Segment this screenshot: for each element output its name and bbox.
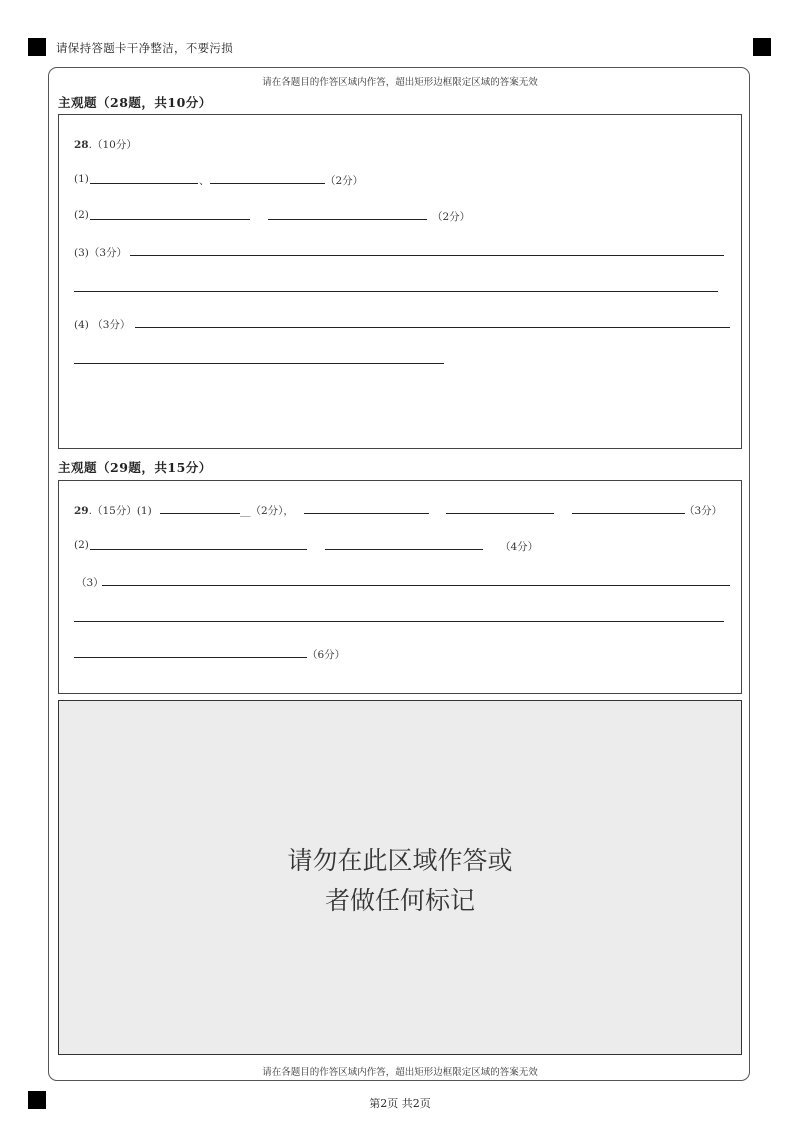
q29-p2-label: (2) bbox=[74, 539, 89, 551]
q29-p2-score: （4分） bbox=[500, 541, 539, 553]
q29-p3-score: （6分） bbox=[307, 649, 346, 661]
q28-p1-blank-b[interactable] bbox=[210, 183, 325, 184]
q28-p1-label: (1) bbox=[74, 173, 89, 185]
q28-p2-blank-b[interactable] bbox=[268, 219, 427, 220]
alignment-marker-top-right bbox=[753, 38, 771, 56]
q28-p1-blank-a[interactable] bbox=[90, 183, 198, 184]
q28-p4-blank-a[interactable] bbox=[135, 327, 730, 328]
q29-p1-blank-c[interactable] bbox=[446, 513, 554, 514]
section-29-title: 主观题（29题，共15分） bbox=[58, 460, 212, 475]
q28-header bbox=[74, 137, 137, 152]
q29-p1-blank-d[interactable] bbox=[572, 513, 685, 514]
q29-p1-mid: __（2分）， bbox=[240, 505, 294, 517]
q28-p4-blank-b[interactable] bbox=[74, 363, 444, 364]
q28-p1-score: （2分） bbox=[325, 175, 364, 187]
q29-p2-blank-a[interactable] bbox=[90, 549, 307, 550]
q29-p3-label: （3） bbox=[76, 577, 104, 589]
q29-p1-blank-b[interactable] bbox=[304, 513, 429, 514]
q29-number: 29 bbox=[74, 505, 89, 517]
q29-p3-blank-b[interactable] bbox=[74, 621, 724, 622]
q28-p1-separator: 、 bbox=[199, 175, 210, 187]
section-28-title: 主观题（28题，共10分） bbox=[58, 95, 212, 110]
q28-p3-blank-b[interactable] bbox=[74, 291, 718, 292]
no-answer-line-1: 请勿在此区域作答或 bbox=[287, 846, 513, 875]
page-number: 第2页 共2页 bbox=[369, 1097, 431, 1110]
q28-p3-blank-a[interactable] bbox=[130, 255, 724, 256]
q29-p3-blank-c[interactable] bbox=[74, 657, 307, 658]
q28-number: 28 bbox=[74, 139, 89, 151]
warning-top: 请在各题目的作答区域内作答，超出矩形边框限定区域的答案无效 bbox=[262, 77, 538, 88]
q29-p3-blank-a[interactable] bbox=[102, 585, 730, 586]
q29-score: .（15分）(1) bbox=[88, 505, 152, 517]
q28-p3-label: (3)（3分） bbox=[74, 247, 128, 259]
q28-p4-label: (4) （3分） bbox=[74, 319, 131, 331]
header-note: 请保持答题卡干净整洁，不要污损 bbox=[56, 41, 233, 55]
q28-p2-score: （2分） bbox=[432, 211, 471, 223]
no-answer-line-2: 者做任何标记 bbox=[324, 886, 475, 915]
no-answer-zone bbox=[58, 700, 742, 1055]
q28-p2-label: (2) bbox=[74, 209, 89, 221]
q29-p1-blank-a[interactable] bbox=[160, 513, 240, 514]
q28-p2-blank-a[interactable] bbox=[90, 219, 250, 220]
q29-header bbox=[74, 503, 152, 518]
q29-p1-score: （3分） bbox=[684, 505, 723, 517]
section-28-answer-box bbox=[58, 114, 742, 449]
q28-score: .（10分） bbox=[88, 139, 137, 151]
warning-bottom: 请在各题目的作答区域内作答，超出矩形边框限定区域的答案无效 bbox=[262, 1067, 538, 1078]
q29-p2-blank-b[interactable] bbox=[325, 549, 483, 550]
alignment-marker-top-left bbox=[28, 38, 46, 56]
